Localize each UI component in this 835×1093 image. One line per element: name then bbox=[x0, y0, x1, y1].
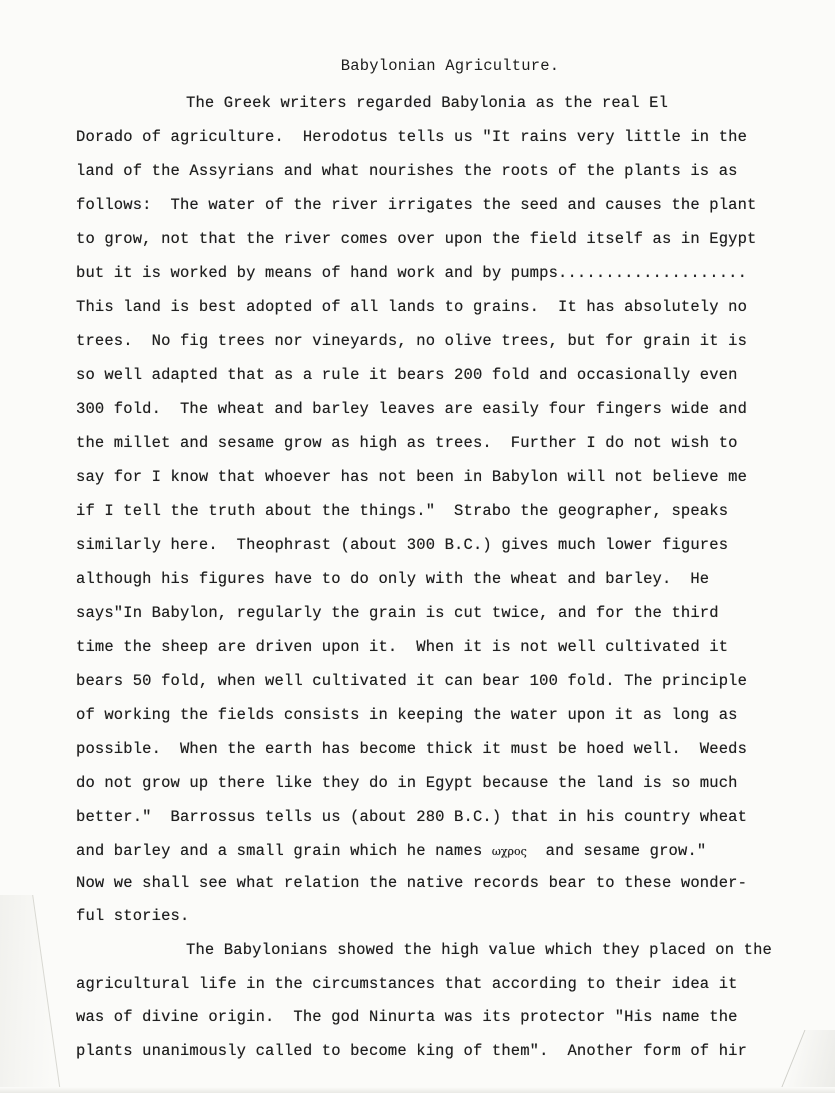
paper-fold-right bbox=[779, 1030, 835, 1093]
paragraph-line: although his figures have to do only with the wheat and barley. He bbox=[76, 570, 710, 588]
paragraph-line: was of divine origin. The god Ninurta was its protector "His name the bbox=[76, 1008, 738, 1026]
paragraph-line: possible. When the earth has become thick it must be hoed well. Weeds bbox=[76, 740, 748, 758]
paragraph-line: to grow, not that the river comes over upon the field itself as in Egypt bbox=[76, 230, 757, 248]
paragraph-line: of working the fields consists in keeping the water upon it as long as bbox=[76, 706, 738, 724]
page-title: Babylonian Agriculture. bbox=[340, 57, 560, 75]
paragraph-line: so well adapted that as a rule it bears 200 fold and occasionally even bbox=[76, 366, 738, 384]
paragraph-line: 300 fold. The wheat and barley leaves are easily four fingers wide and bbox=[76, 400, 748, 418]
paragraph-line: land of the Assyrians and what nourishes the roots of the plants is as bbox=[76, 162, 738, 180]
paragraph-line: The Babylonians showed the high value which they placed on the bbox=[186, 941, 772, 959]
paragraph-line: Dorado of agriculture. Herodotus tells us "It rains very little in the bbox=[76, 128, 748, 146]
paragraph-line: Now we shall see what relation the native records bear to these wonder- bbox=[76, 874, 748, 892]
greek-word: ωχρος bbox=[491, 845, 527, 858]
paragraph-line: time the sheep are driven upon it. When it is not well cultivated it bbox=[76, 638, 729, 656]
paragraph-line: say for I know that whoever has not been in Babylon will not believe me bbox=[76, 468, 748, 486]
paragraph-line: The Greek writers regarded Babylonia as the real El bbox=[186, 94, 669, 112]
paragraph-line: if I tell the truth about the things." Strabo the geographer, speaks bbox=[76, 502, 729, 520]
paragraph-line: do not grow up there like they do in Egypt because the land is so much bbox=[76, 774, 738, 792]
paragraph-line: says"In Babylon, regularly the grain is cut twice, and for the third bbox=[76, 604, 719, 622]
paragraph-line: ful stories. bbox=[76, 907, 190, 925]
paragraph-line: similarly here. Theophrast (about 300 B.C.) gives much lower figures bbox=[76, 536, 729, 554]
paper-fold-left bbox=[0, 895, 61, 1093]
paragraph-line: This land is best adopted of all lands to grains. It has absolutely no bbox=[76, 298, 748, 316]
paragraph-line: bears 50 fold, when well cultivated it can bear 100 fold. The principle bbox=[76, 672, 748, 690]
paragraph-line: follows: The water of the river irrigates the seed and causes the plant bbox=[76, 196, 757, 214]
paragraph-line: the millet and sesame grow as high as trees. Further I do not wish to bbox=[76, 434, 738, 452]
paragraph-line: plants unanimously called to become king of them". Another form of hir bbox=[76, 1042, 748, 1060]
line-text: and sesame grow." bbox=[526, 842, 707, 860]
paragraph-line-with-greek bbox=[76, 841, 706, 862]
paper-bottom-edge bbox=[0, 1087, 835, 1093]
paragraph-line: agricultural life in the circumstances that according to their idea it bbox=[76, 975, 738, 993]
line-text: and barley and a small grain which he names bbox=[76, 842, 492, 860]
paragraph-line: better." Barrossus tells us (about 280 B.C.) that in his country wheat bbox=[76, 808, 748, 826]
paragraph-line: trees. No fig trees nor vineyards, no olive trees, but for grain it is bbox=[76, 332, 748, 350]
paragraph-line: but it is worked by means of hand work and by pumps.................... bbox=[76, 264, 748, 282]
